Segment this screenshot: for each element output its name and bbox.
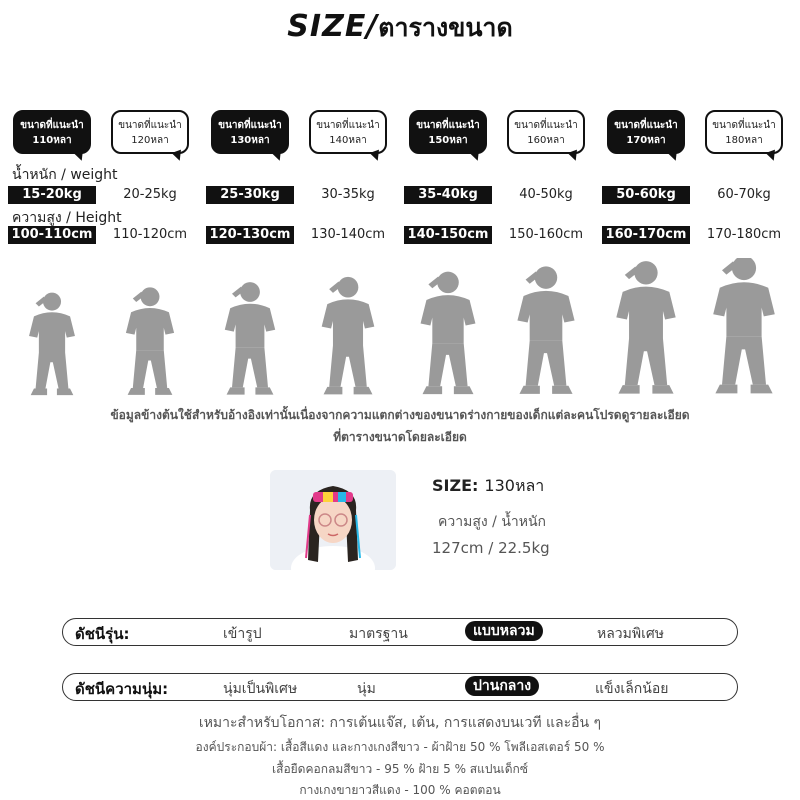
size-badge-size: 140หลา (329, 135, 367, 146)
model-hw-label: ความสูง / น้ำหนัก (438, 514, 547, 530)
softness-option-4[interactable]: แข็งเล็กน้อย (595, 681, 669, 697)
size-badge-size: 110หลา (32, 135, 72, 146)
size-badge-title: ขนาดที่แนะนำ (514, 120, 578, 131)
kid-silhouette (606, 258, 686, 400)
fit-option-4[interactable]: หลวมพิเศษ (597, 626, 665, 642)
composition-line-2: เสื้อยืดคอกลมสีขาว - 95 % ฝ้าย 5 % สแปนเด็กซ์ (272, 762, 528, 776)
size-badge (409, 110, 487, 154)
weight-row-label: น้ำหนัก / weight (12, 167, 118, 183)
weight-value: 60-70kg (717, 187, 771, 202)
kid-silhouette (110, 258, 190, 400)
size-badge-title: ขนาดที่แนะนำ (712, 120, 776, 131)
height-value: 150-160cm (508, 227, 584, 242)
height-value: 110-120cm (112, 227, 188, 242)
kid-silhouette (210, 258, 290, 400)
size-badge-title: ขนาดที่แนะนำ (118, 120, 182, 131)
weight-value: 25-30kg (206, 186, 294, 204)
height-value: 100-110cm (8, 226, 96, 244)
size-badge (211, 110, 289, 154)
size-badge-size: 170หลา (626, 135, 666, 146)
model-photo (270, 470, 396, 570)
size-badge-size: 120หลา (131, 135, 169, 146)
note-line-1: ข้อมูลข้างต้นใช้สำหรับอ้างอิงเท่านั้นเนื่องจากความแตกต่างของขนาดร่างกายของเด็กแต่ละคนโปรดดูรายละเอียด (110, 408, 690, 422)
kid-silhouette (12, 258, 92, 400)
softness-option-1[interactable]: นุ่มเป็นพิเศษ (223, 681, 298, 697)
model-photo-image (270, 470, 396, 570)
height-value: 130-140cm (310, 227, 386, 242)
model-info (432, 474, 550, 557)
size-note (20, 404, 780, 448)
size-badge (607, 110, 685, 154)
model-size-value: 130หลา (484, 476, 545, 495)
fit-index-bar (62, 618, 738, 646)
size-badge-size: 130หลา (230, 135, 270, 146)
size-badge-title: ขนาดที่แนะนำ (614, 120, 678, 131)
size-badge (13, 110, 91, 154)
size-badge (111, 110, 189, 154)
softness-option-2[interactable]: นุ่ม (357, 681, 376, 697)
kid-silhouette (308, 258, 388, 400)
height-row-label: ความสูง / Height (12, 210, 122, 226)
fit-option-2[interactable]: มาตรฐาน (349, 626, 408, 642)
height-value: 120-130cm (206, 226, 294, 244)
weight-value: 35-40kg (404, 186, 492, 204)
weight-value: 30-35kg (321, 187, 375, 202)
size-badge-title: ขนาดที่แนะนำ (316, 120, 380, 131)
size-badge (705, 110, 783, 154)
size-badge (309, 110, 387, 154)
note-line-2: ที่ตารางขนาดโดยละเอียด (333, 430, 467, 444)
weight-value: 40-50kg (519, 187, 573, 202)
size-badge (507, 110, 585, 154)
size-badge-title: ขนาดที่แนะนำ (218, 120, 282, 131)
size-badge-size: 160หลา (527, 135, 565, 146)
softness-option-3-selected[interactable]: ปานกลาง (465, 676, 539, 696)
kid-silhouette (408, 258, 488, 400)
size-badge-size: 180หลา (725, 135, 763, 146)
softness-index-label: ดัชนีความนุ่ม: (75, 680, 169, 698)
composition-line-1: องค์ประกอบผ้า: เสื้อสีแดง และกางเกงสีขาว - ผ้าฝ้าย 50 % โพลีเอสเตอร์ 50 % (195, 740, 605, 754)
size-badge-title: ขนาดที่แนะนำ (416, 120, 480, 131)
height-value: 160-170cm (602, 226, 690, 244)
weight-value: 15-20kg (8, 186, 96, 204)
height-value: 170-180cm (706, 227, 782, 242)
title-en: SIZE/ (287, 9, 379, 44)
model-size-label: SIZE: (432, 476, 479, 495)
softness-index-bar (62, 673, 738, 701)
composition-line-3: กางเกงขายาวสีแดง - 100 % คอตตอน (299, 783, 501, 797)
kid-silhouette (506, 258, 586, 400)
kid-silhouette (704, 258, 784, 400)
title-th: ตารางขนาด (378, 13, 513, 42)
size-badge-title: ขนาดที่แนะนำ (20, 120, 84, 131)
occasion-text: เหมาะสำหรับโอกาส: การเต้นแจ๊ส, เต้น, การแสดงบนเวที และอื่น ๆ (198, 715, 602, 731)
height-value: 140-150cm (404, 226, 492, 244)
weight-value: 50-60kg (602, 186, 690, 204)
weight-value: 20-25kg (123, 187, 177, 202)
fit-index-label: ดัชนีรุ่น: (75, 625, 130, 643)
fit-option-3-selected[interactable]: แบบหลวม (465, 621, 543, 641)
model-hw-value: 127cm / 22.5kg (432, 539, 550, 557)
size-badge-size: 150หลา (428, 135, 468, 146)
page-title (0, 8, 800, 48)
fit-option-1[interactable]: เข้ารูป (223, 626, 262, 642)
model-size (432, 474, 550, 499)
